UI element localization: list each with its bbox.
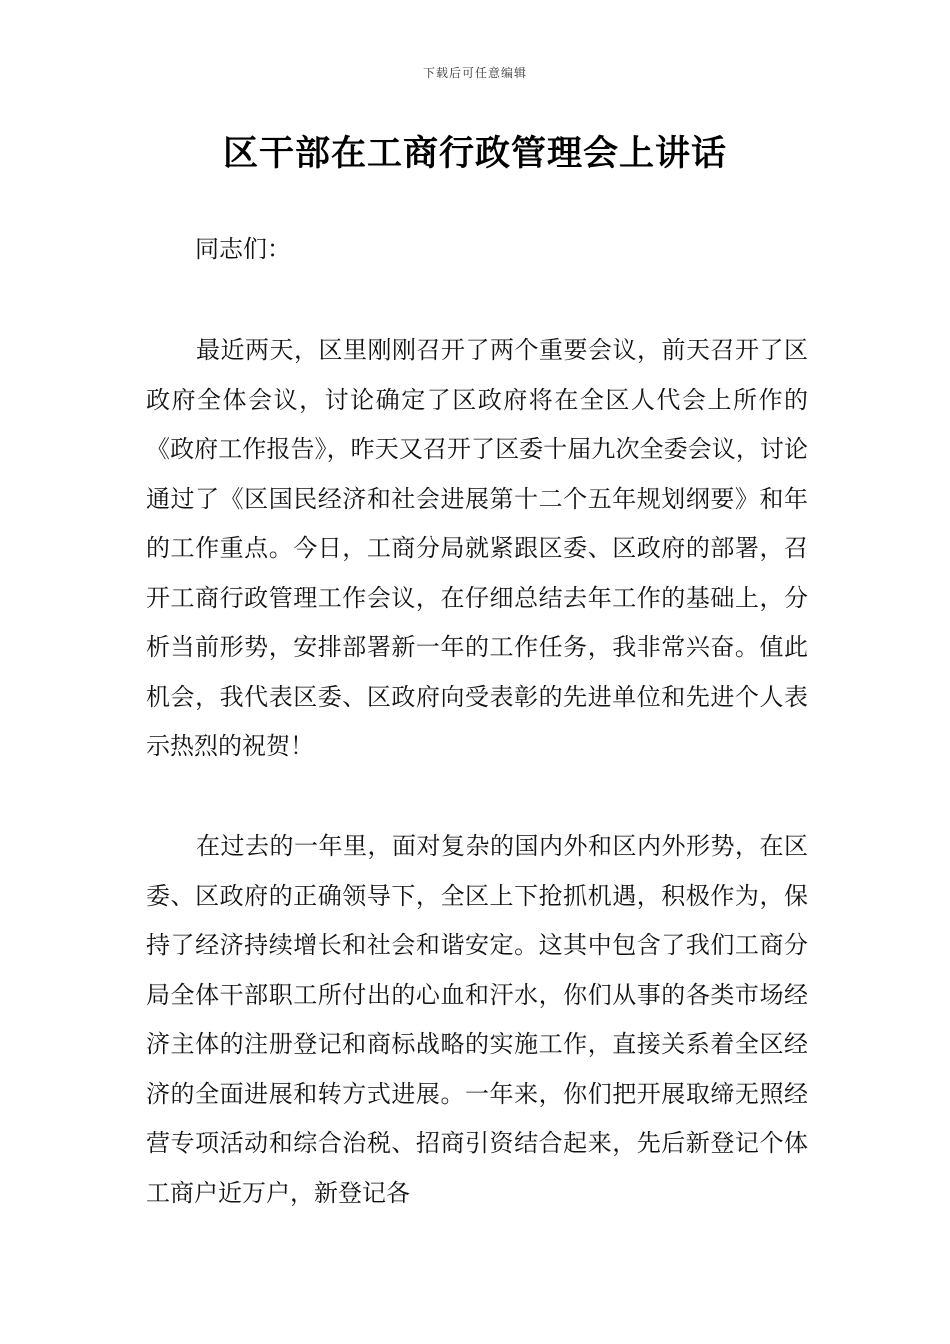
header-note: 下载后可任意编辑 <box>422 66 527 80</box>
body-paragraph: 最近两天，区里刚刚召开了两个重要会议，前天召开了区政府全体会议，讨论确定了区政府将在全区人代会上所作的《政府工作报告》，昨天又召开了区委十届九次全委会议，讨论通过了《区国民经济和社会进展第十二个五年规划纲要》和年的工作重点。今日，工商分局就紧跟区委、区政府的部署，召开工商行政管理工作会议，在仔细总结去年工作的基础上，分析当前形势，安排部署新一年的工作任务，我非常兴奋。值此机会，我代表区委、区政府向受表彰的先进单位和先进个人表示热烈的祝贺！ <box>146 336 808 760</box>
body-paragraph: 在过去的一年里，面对复杂的国内外和区内外形势，在区委、区政府的正确领导下，全区上下抢抓机遇，积极作为，保持了经济持续增长和社会和谐安定。这其中包含了我们工商分局全体干部职工所付出的心血和汗水，你们从事的各类市场经济主体的注册登记和商标战略的实施工作，直接关系着全区经济的全面进展和转方式进展。一年来，你们把开展取缔无照经营专项活动和综合治税、招商引资结合起来，先后新登记个体工商户近万户，新登记各 <box>146 832 808 1207</box>
salutation: 同志们： <box>195 235 291 263</box>
document-title: 区干部在工商行政管理会上讲话 <box>222 134 727 174</box>
